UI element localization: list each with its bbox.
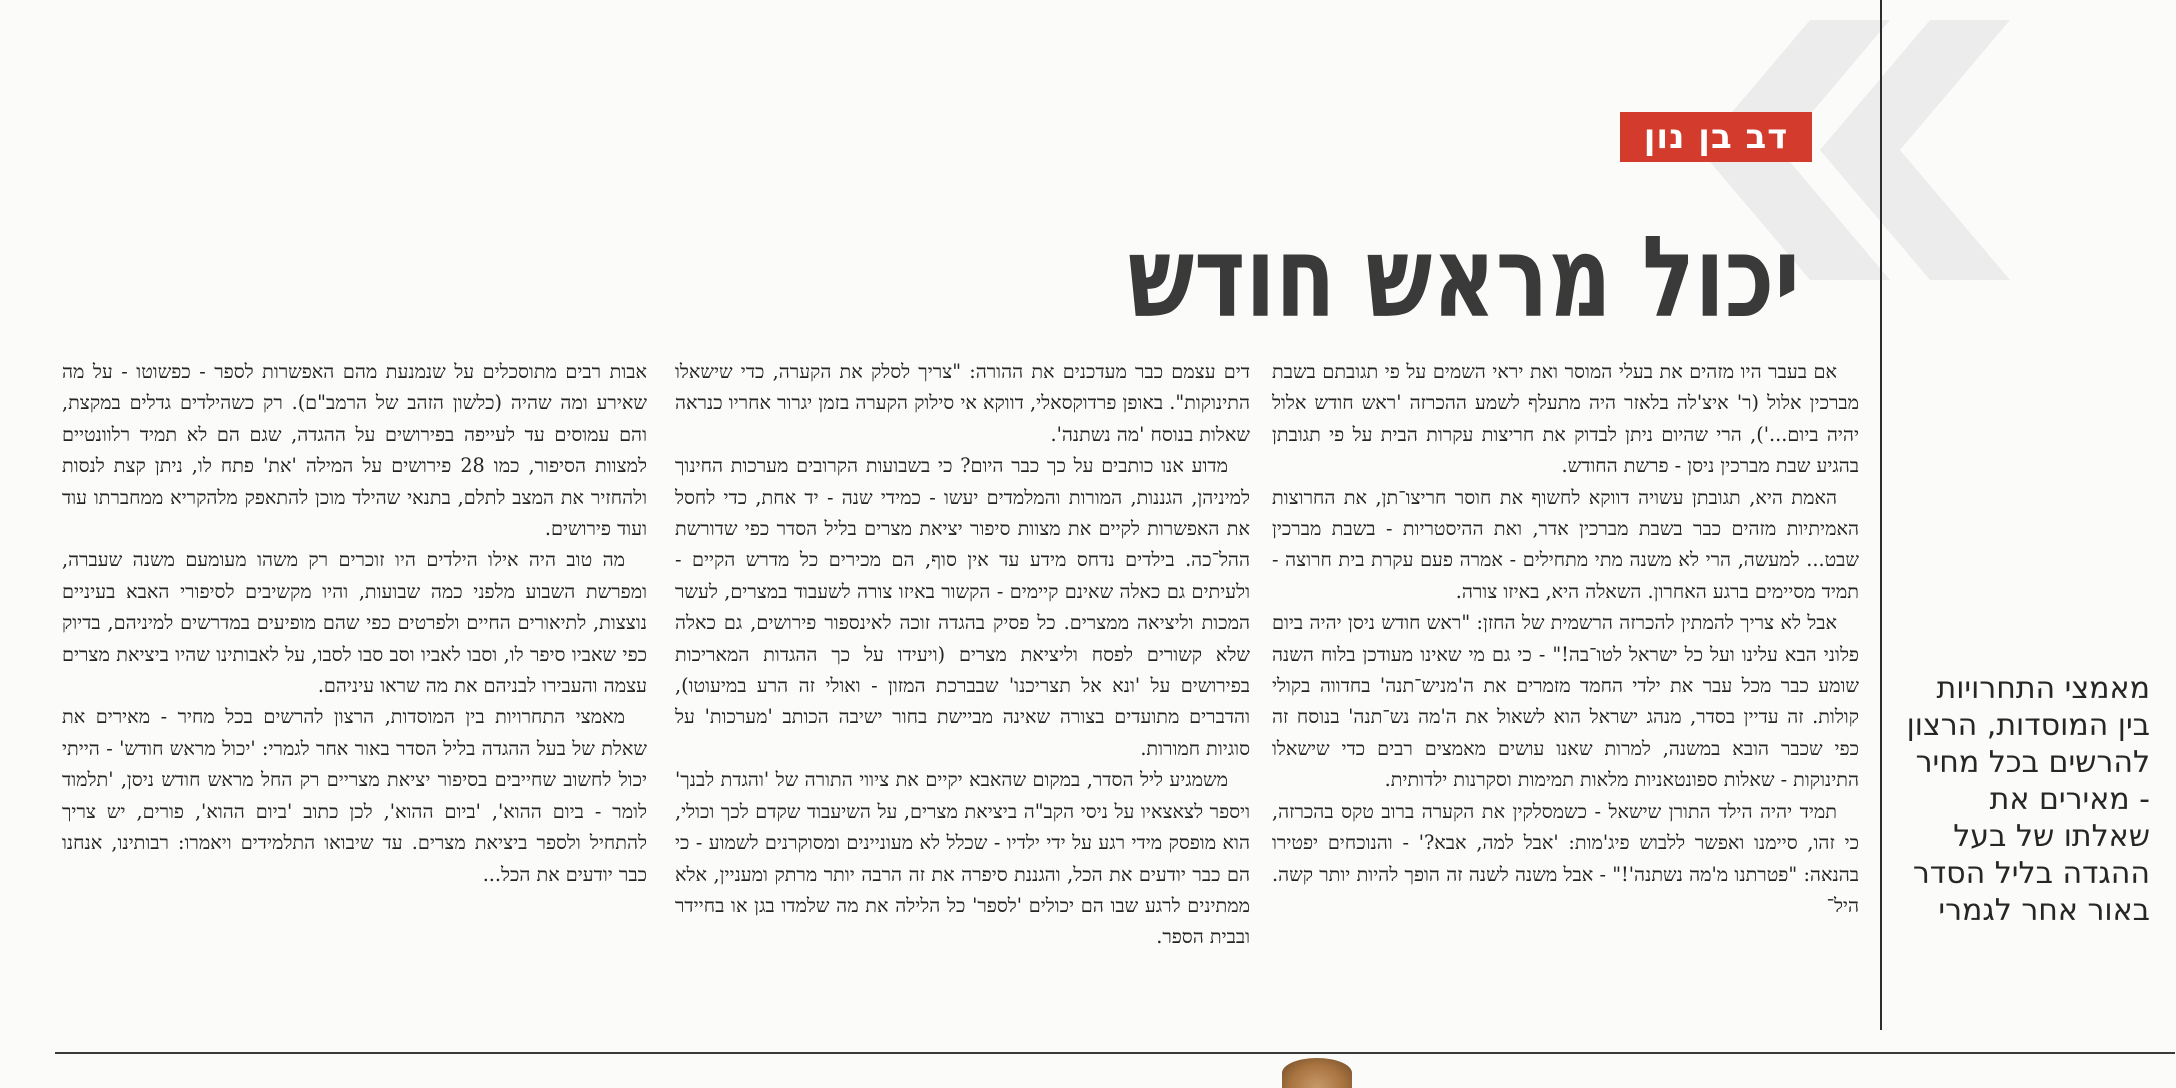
article-paragraph: דים עצמם כבר מעדכנים את ההורה: "צריך לסלק את הקערה, כדי שישאלו התינוקות". באופן פרדוקסאלי, דווקא אי סילוק הקערה בזמן יגרור אחריו כנראה שאלות בנוסח 'מה נשתנה'. xyxy=(675,360,1250,446)
article-column-2 xyxy=(675,356,1250,1038)
pull-quote: מאמצי התחרויות בין המוסדות, הרצון להרשים בכל מחיר - מאירים את שאלתו של בעל ההגדה בליל הסדר באור אחר לגמרי xyxy=(1906,671,2150,928)
article-paragraph: מאמצי התחרויות בין המוסדות, הרצון להרשים בכל מחיר - מאירים את שאלת של בעל ההגדה בליל הסדר באור אחר לגמרי: 'יכול מראש חודש' - הייתי יכול לחשוב שחייבים בסיפור יציאת מצריים רק החל מראש חודש ניסן, 'תלמוד לומר - ביום ההוא', 'ביום ההוא', לכן כתוב 'ביום ההוא', פורים, יש צריך להתחיל ולספר ביציאת מצרים. עד שיבואו התלמידים ויאמרו: רבותינו, אנחנו כבר יודעים את הכל... xyxy=(62,705,647,886)
article-column-1 xyxy=(1272,356,1859,1038)
article-paragraph: מדוע אנו כותבים על כך כבר היום? כי בשבועות הקרובים מערכות החינוך למיניהן, הגננות, המורות והמלמדים יעשו - כמידי שנה - יד אחת, כדי לחסל את האפשרות לקיים את מצוות סיפור יציאת מצרים בליל הסדר כפי שדורשת ההל־כה. בילדים נדחס מידע עד אין סוף, הם מכירים כל מדרש הקיים - ולעיתים גם כאלה שאינם קיימים - הקשור באיזו צורה לשעבוד במצרים, לעשר המכות וליציאה ממצרים. כל פסיק בהגדה זוכה לאינספור פירושים, גם כאלה שלא קשורים לפסח וליציאת מצרים (ויעידו על כך ההגדות המאריכות בפירושים על 'ונא אל תצריכנו' שבברכת המזון - ואולי זה הרע במיעוטו), והדברים מתועדים בצורה שאינה מביישת בחור ישיבה הכותב 'מערכות' על סוגיות חמורות. xyxy=(675,454,1250,760)
article-paragraph: מה טוב היה אילו הילדים היו זוכרים רק משהו מעומעם משנה שעברה, ומפרשת השבוע מלפני כמה שבועות, והיו מקשיבים לסיפורי האבא בעיניים נוצצות, לתיאורים החיים ולפרטים כפי שהם מופיעים במדרשים למיניהם, בדיוק כפי שאביו סיפר לו, וסבו לאביו וסב סבו לסבו, על לאבותינו שהיו ביציאת מצרים עצמה והעבירו לבניהם את מה שראו עיניהם. xyxy=(62,548,647,698)
photo-fragment xyxy=(1282,1058,1352,1088)
article-paragraph: אבל לא צריך להמתין להכרזה הרשמית של החזן: "ראש חודש ניסן יהיה ביום פלוני הבא עלינו ועל כל ישראל לטו־בה!" - כי גם מי שאינו מעודכן בלוח השנה שומע כבר מכל עבר את ילדי החמד מזמרים את ה'מניש־תנה' בחדווה בקולי קולות. זה עדיין בסדר, מנהג ישראל הוא לשאול את ה'מה נש־תנה' בנוסח זה כפי שכבר הובא במשנה, למרות שאנו עושים מאמצים רבים כדי שישאלו התינוקות - שאלות ספונטאניות מלאות תמימות וסקרנות ילדותית. xyxy=(1272,611,1859,792)
article-paragraph: משמגיע ליל הסדר, במקום שהאבא יקיים את ציווי התורה של 'והגדת לבנך' ויספר לצאצאיו על ניסי הקב"ה ביציאת מצרים, על השיעבוד שקדם לכך וכולי, הוא מופסק מידי רגע על ידי ילדיו - שכלל לא מעוניינים ומסוקרנים לשמוע - כי הם כבר יודעים את הכל, והגננת סיפרה את זה הרבה יותר מרתק ומעניין, אלא ממתינים לרגע שבו הם יכולים 'לספר' כל הלילה את מה שלמדו בגן או בחיידר ובבית הספר. xyxy=(675,768,1250,949)
byline-badge: דב בן נון xyxy=(1620,112,1812,162)
article-column-3 xyxy=(62,356,647,1038)
article-paragraph: האמת היא, תגובתן עשויה דווקא לחשוף את חוסר חריצו־תן, את החרוצות האמיתיות מזהים כבר בשבת מברכין אדר, ואת ההיסטריות - בשבת מברכין שבט... למעשה, הרי לא משנה מתי מתחילים - אמרה פעם עקרת בית חרוצה - תמיד מסיימים ברגע האחרון. השאלה היא, באיזו צורה. xyxy=(1272,485,1859,603)
headline: יכול מראש חודש xyxy=(1127,213,1800,343)
vertical-divider xyxy=(1880,0,1882,1030)
article-paragraph: אם בעבר היו מזהים את בעלי המוסר ואת יראי השמים על פי תגובתם בשבת מברכין אלול (ר' איצ'לה בלאזר היה מתעלף לשמע ההכרזה 'ראש חודש אלול יהיה ביום...'), הרי שהיום ניתן לבדוק את חריצות עקרות הבית על פי תגובתן בהגיע שבת מברכין ניסן - פרשת החודש. xyxy=(1272,360,1859,478)
article-paragraph: אבות רבים מתוסכלים על שנמנעת מהם האפשרות לספר - כפשוטו - על מה שאירע ומה שהיה (כלשון הזהב של הרמב"ם). רק כשהילדים גדלים במקצת, והם עמוסים עד לעייפה בפירושים על ההגדה, שגם הם לא תמיד רלוונטיים למצוות הסיפור, כמו 28 פירושים על המילה 'את' פתח לו, ניתן קצת לנסות ולהחזיר את המצב לתלם, בתנאי שהילד מוכן להתאפק מלהקריא ממחברתו עוד ועוד פירושים. xyxy=(62,360,647,541)
horizontal-divider xyxy=(55,1052,2175,1054)
article-paragraph: תמיד יהיה הילד התורן שישאל - כשמסלקין את הקערה ברוב טקס בהכרזה, כי זהו, סיימנו ואפשר ללבוש פיג'מות: 'אבל למה, אבא?' - והנוכחים יפטירו בהנאה: "פטרתנו מ'מה נשתנה'!" - אבל משנה לשנה זה הופך להיות יותר קשה. היל־ xyxy=(1272,799,1859,917)
